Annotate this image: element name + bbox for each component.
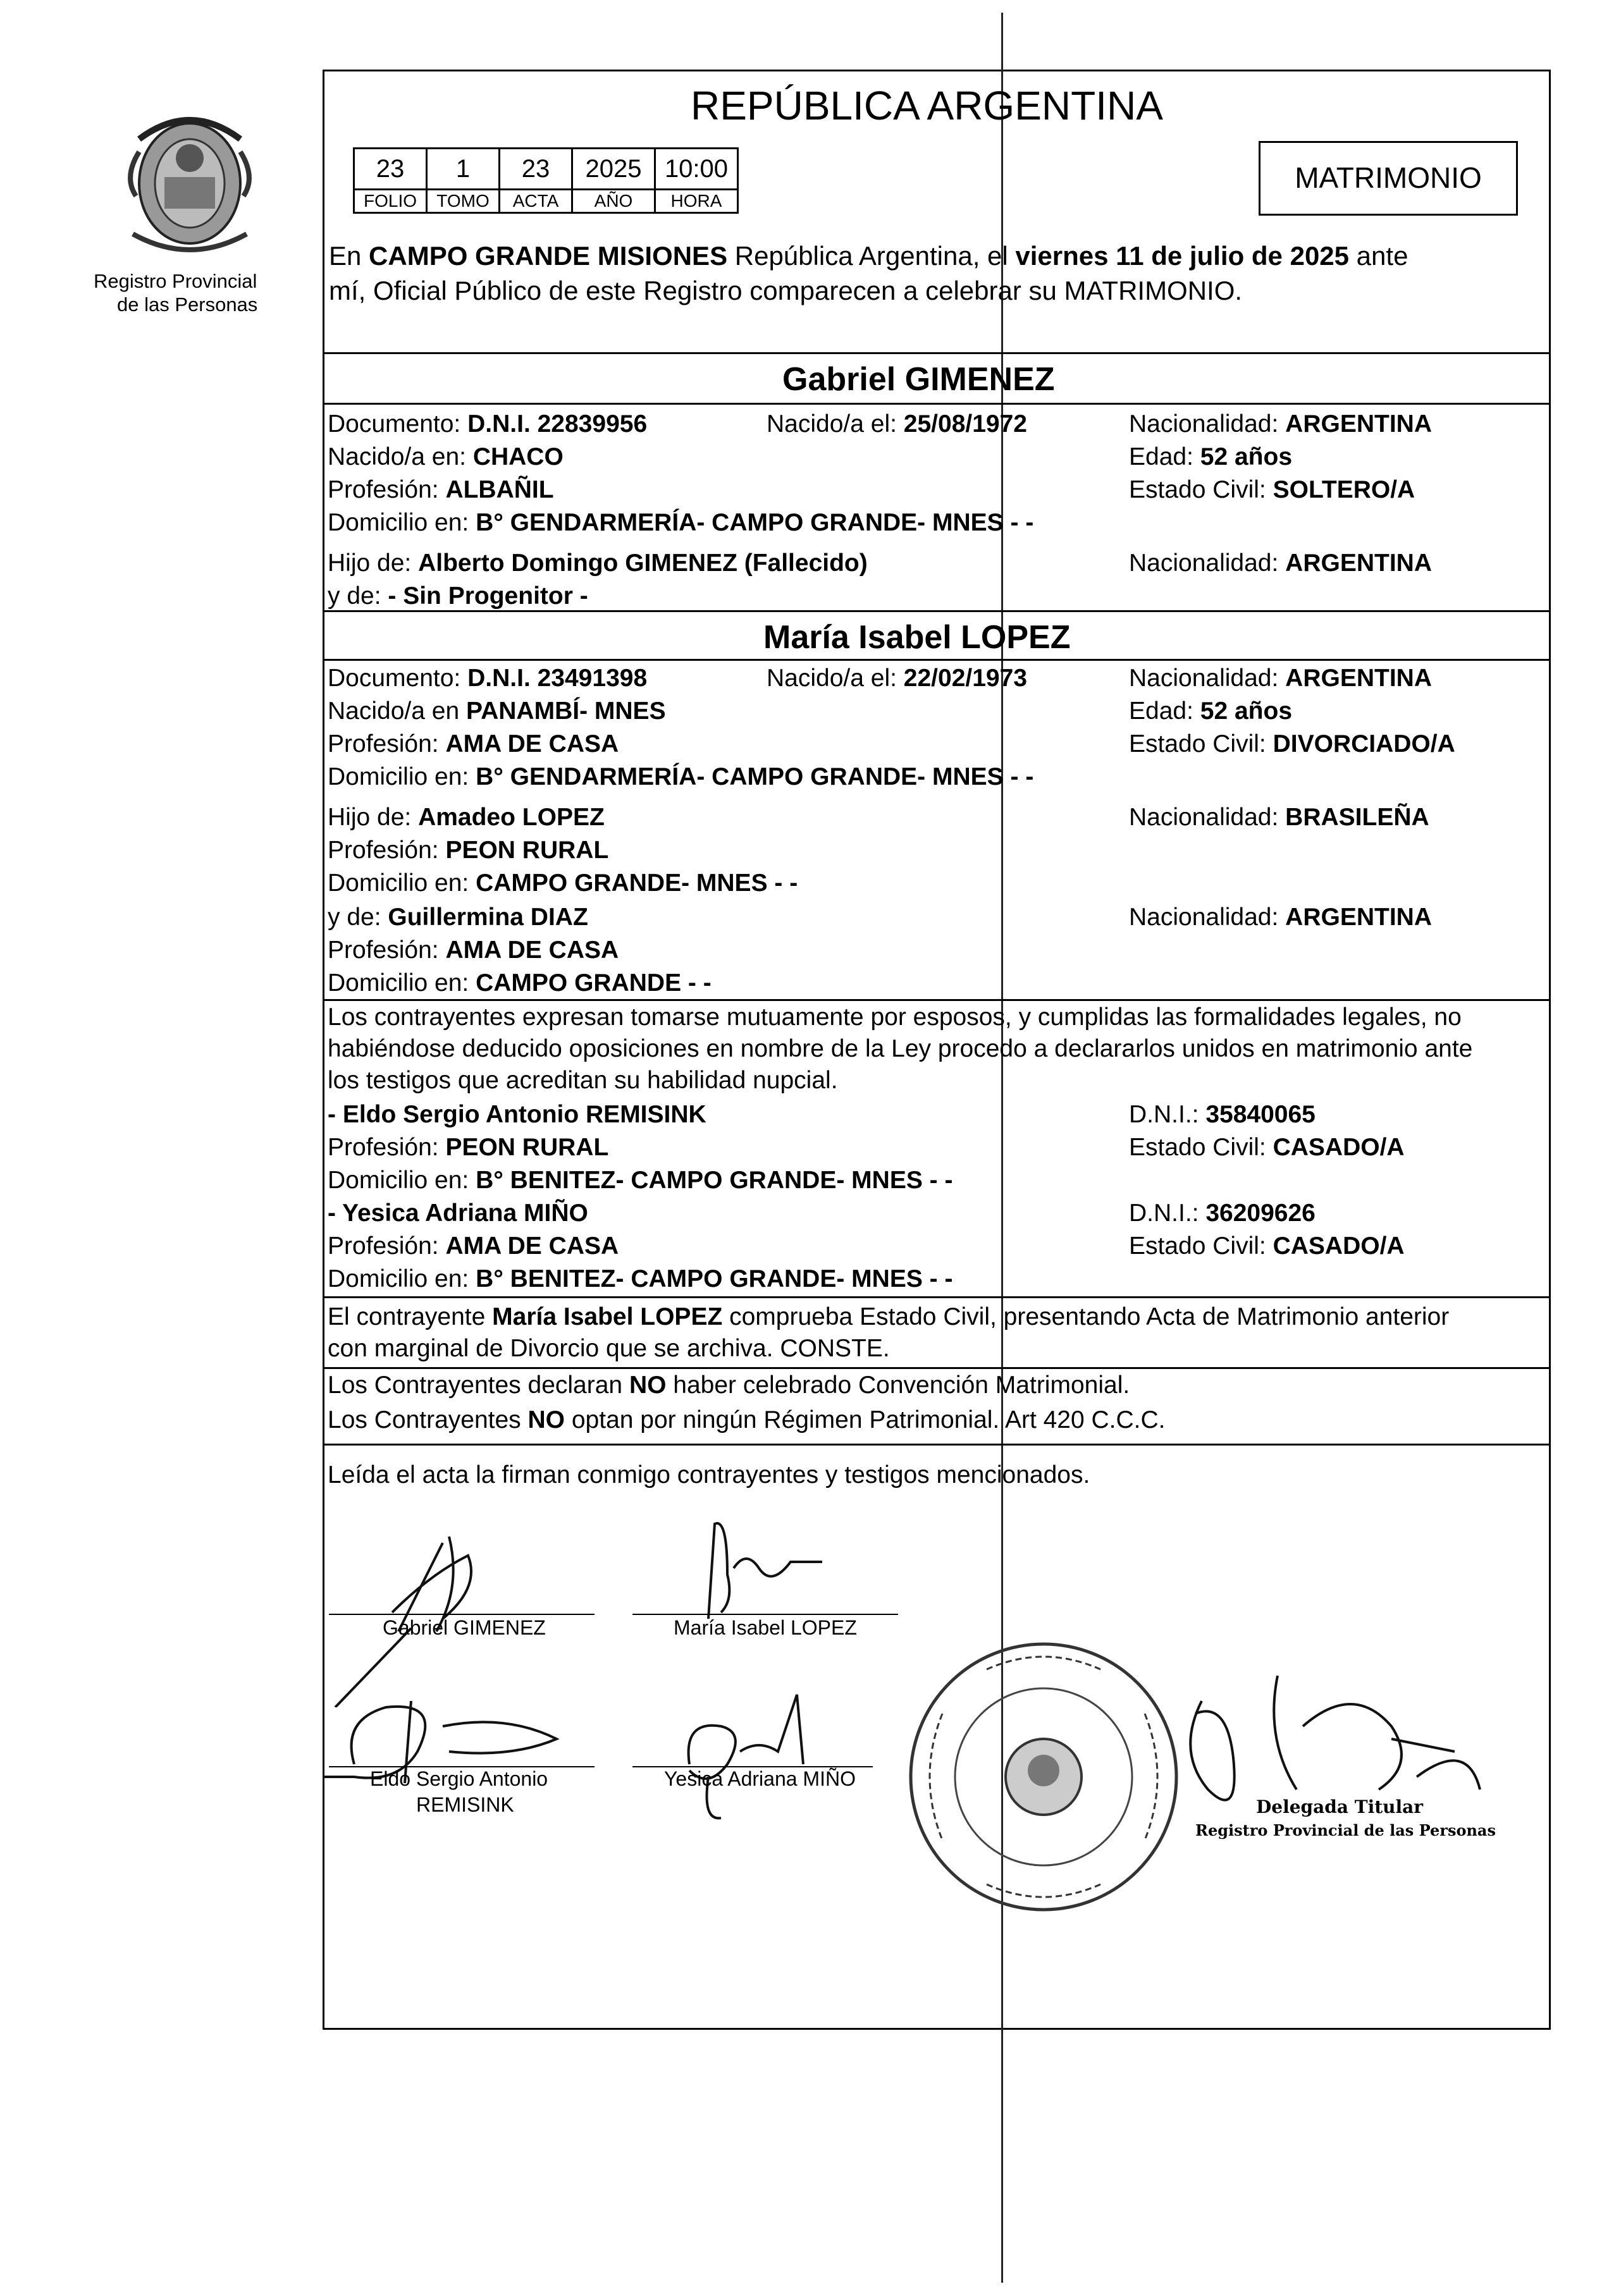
groom-father-nationality: Nacionalidad: ARGENTINA [1129,549,1433,577]
bride-father-profession: Profesión: PEON RURAL [328,837,609,864]
acta-value: 23 [521,155,550,183]
anio-value: 2025 [585,155,642,183]
anio-label: AÑO [594,191,633,211]
declaration-line1: Los contrayentes expresan tomarse mutuamente por esposos, y cumplidas las formalidades legales, no [328,1004,1462,1031]
groom-mother: y de: - Sin Progenitor - [328,582,588,610]
official-org: Registro Provincial de las Personas [1195,1821,1496,1839]
witness2-address: Domicilio en: B° BENITEZ- CAMPO GRANDE- MNES - - [328,1265,953,1292]
witness1-dni: D.N.I.: 35840065 [1129,1101,1316,1128]
bride-mother-nationality: Nacionalidad: ARGENTINA [1129,904,1433,931]
witness1-address: Domicilio en: B° BENITEZ- CAMPO GRANDE- MNES - - [328,1167,953,1194]
bride-signature-label: María Isabel LOPEZ [674,1616,857,1639]
tomo-value: 1 [455,155,471,183]
groom-birthdate: Nacido/a el: 25/08/1972 [767,410,1027,438]
bride-birthdate: Nacido/a el: 22/02/1973 [767,665,1027,692]
bride-document: Documento: D.N.I. 23491398 [328,665,648,692]
groom-name: Gabriel GIMENEZ [782,361,1055,398]
act-type-badge [1259,141,1518,216]
bride-birthplace: Nacido/a en PANAMBÍ- MNES [328,697,666,725]
declaration-line3: los testigos que acreditan su habilidad nupcial. [328,1067,838,1094]
bride-age: Edad: 52 años [1129,697,1293,725]
closing-statement: Leída el acta la firman conmigo contrayentes y testigos mencionados. [328,1461,1090,1489]
official-seal [898,1631,1189,1922]
groom-birthplace: Nacido/a en: CHACO [328,443,564,470]
hora-label: HORA [670,191,722,211]
witness2-signature-label: Yesica Adriana MIÑO [664,1767,856,1790]
bride-mother-address: Domicilio en: CAMPO GRANDE - - [328,969,712,997]
witness2-profession: Profesión: AMA DE CASA [328,1232,619,1260]
act-type-label: MATRIMONIO [1295,161,1482,194]
bride-father-address: Domicilio en: CAMPO GRANDE- MNES - - [328,869,798,897]
note-line2: con marginal de Divorcio que se archiva. CONSTE. [328,1335,890,1362]
groom-civil-status: Estado Civil: SOLTERO/A [1129,476,1415,503]
bride-civil-status: Estado Civil: DIVORCIADO/A [1129,730,1455,758]
bride-name: María Isabel LOPEZ [763,619,1071,656]
witness2-name: - Yesica Adriana MIÑO [328,1200,588,1227]
tomo-label: TOMO [436,191,490,211]
groom-father: Hijo de: Alberto Domingo GIMENEZ (Fallecido) [328,549,868,577]
bride-nationality: Nacionalidad: ARGENTINA [1129,665,1433,692]
bride-mother-profession: Profesión: AMA DE CASA [328,936,619,964]
acta-label: ACTA [512,191,559,211]
org-name-line2: de las Personas [117,293,258,316]
witness2-civil-status: Estado Civil: CASADO/A [1129,1232,1405,1260]
regime-line2: Los Contrayentes NO optan por ningún Régimen Patrimonial. Art 420 C.C.C. [328,1406,1166,1433]
groom-document: Documento: D.N.I. 22839956 [328,410,648,438]
witness1-profession: Profesión: PEON RURAL [328,1134,609,1161]
witness1-signature-label-1: Eldo Sergio Antonio [370,1767,548,1790]
intro-line2: mí, Oficial Público de este Registro comparecen a celebrar su MATRIMONIO. [329,276,1243,305]
groom-nationality: Nacionalidad: ARGENTINA [1129,410,1433,438]
note-line1: El contrayente María Isabel LOPEZ comprueba Estado Civil, presentando Acta de Matrimonio anterior [328,1303,1450,1330]
declaration-line2: habiéndose deducido oposiciones en nombre de la Ley procedo a declararlos unidos en matrimonio ante [328,1035,1473,1062]
witness1-signature-label-2: REMISINK [416,1793,514,1816]
hora-value: 10:00 [664,155,729,183]
bride-father: Hijo de: Amadeo LOPEZ [328,804,605,831]
official-role: Delegada Titular [1256,1796,1424,1817]
bride-address: Domicilio en: B° GENDARMERÍA- CAMPO GRANDE- MNES - - [328,763,1034,790]
intro-line1: En CAMPO GRANDE MISIONES República Argentina, el viernes 11 de julio de 2025 ante [329,241,1408,271]
folio-label: FOLIO [363,191,417,211]
bride-signature [658,1511,873,1625]
provincial-crest-icon [114,101,266,272]
bride-father-nationality: Nacionalidad: BRASILEÑA [1129,804,1429,831]
regime-line1: Los Contrayentes declaran NO haber celebrado Convención Matrimonial. [328,1372,1130,1399]
bride-profession: Profesión: AMA DE CASA [328,730,619,758]
folio-value: 23 [376,155,405,183]
groom-signature-label: Gabriel GIMENEZ [383,1616,546,1639]
page-title: REPÚBLICA ARGENTINA [691,83,1163,128]
bride-mother: y de: Guillermina DIAZ [328,904,588,931]
witness1-civil-status: Estado Civil: CASADO/A [1129,1134,1405,1161]
witness1-name: - Eldo Sergio Antonio REMISINK [328,1101,706,1128]
groom-address: Domicilio en: B° GENDARMERÍA- CAMPO GRANDE- MNES - - [328,509,1034,536]
org-name-line1: Registro Provincial [94,270,257,292]
witness2-signature [651,1682,854,1827]
groom-age: Edad: 52 años [1129,443,1293,470]
groom-profession: Profesión: ALBAÑIL [328,476,554,503]
witness2-dni: D.N.I.: 36209626 [1129,1200,1316,1227]
